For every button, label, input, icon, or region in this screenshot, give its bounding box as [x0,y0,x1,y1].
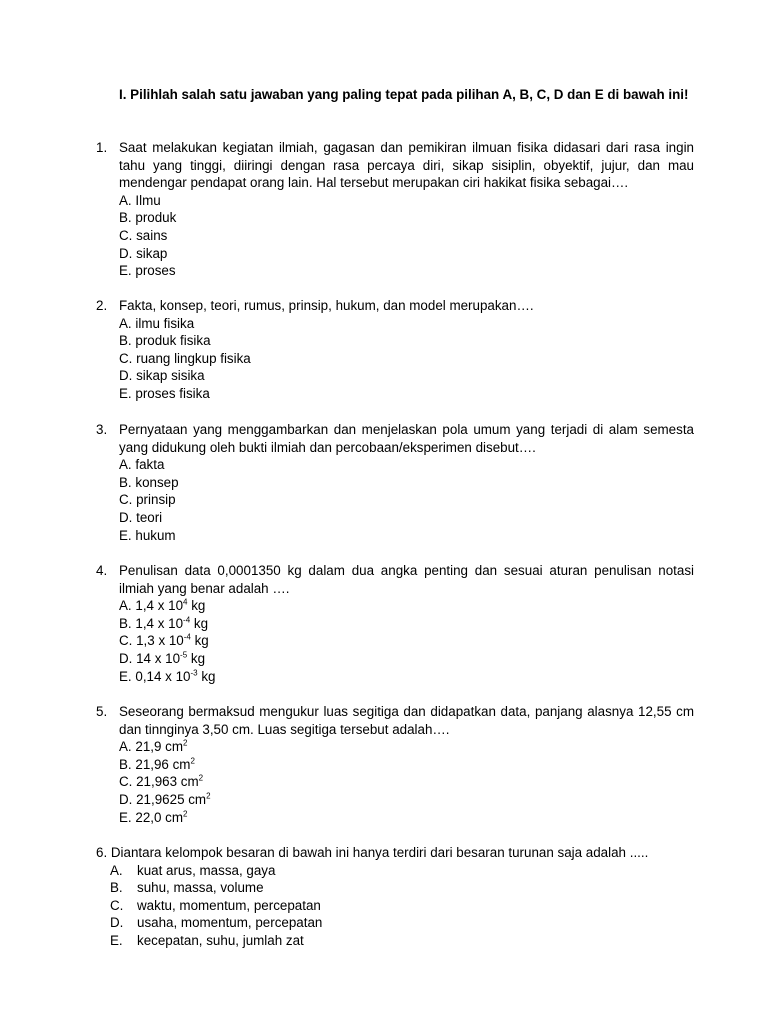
question-number: 2. [96,298,108,313]
option-c: C. prinsip [119,492,176,508]
option-e: E. 22,0 $cm^2$ [119,809,188,825]
option-b: B. produk [119,210,177,226]
option-d: D. teori [119,509,163,525]
question-number: 4. [96,563,108,578]
option-a: A. Ilmu [119,192,161,208]
option-c: C. 1,3 x $10^{-4}$ kg [119,632,209,649]
option-e: E. hukum [119,527,176,543]
question-stem: Fakta, konsep, teori, rumus, prinsip, hukum, dan model merupakan…. [119,298,534,313]
option-d: D. usaha, momentum, percepatan [110,915,323,931]
option-b: B. suhu, massa, volume [110,880,264,896]
question-number: 3. [96,422,108,437]
question-stem: 6. Diantara kelompok besaran di bawah ini hanya terdiri dari besaran turunan saja adalah ..... [96,845,649,860]
option-e: E. kecepatan, suhu, jumlah zat [110,932,304,948]
option-a: A. 1,4 x $10^4$ kg [119,597,206,614]
option-b: B. konsep [119,474,179,490]
question-number: 5. [96,704,108,719]
option-a: A. kuat arus, massa, gaya [110,862,276,878]
option-d: D. 14 x $10^{-5}$ kg [119,650,206,666]
option-c: C. 21,963 $cm^2$ [119,773,204,790]
option-b: B. 1,4 x $10^{-4}$ kg [119,615,209,631]
question-2 [96,297,694,403]
question-5 [96,703,694,826]
option-c: C. sains [119,227,168,243]
option-c: C. waktu, momentum, percepatan [110,897,321,913]
question-stem: Penulisan data 0,0001350 kg dalam dua angka penting dan sesuai aturan penulisan notasi ilmiah yang benar adalah …. [119,563,694,596]
question-1 [96,139,694,280]
option-e: E. proses fisika [119,385,210,401]
option-e: E. 0,14 x $10^{-3}$ kg [119,668,216,684]
question-stem: Saat melakukan kegiatan ilmiah, gagasan dan pemikiran ilmuan fisika didasari dari rasa ingin tahu yang tinggi, diiringi dengan rasa percaya diri, sikap sisiplin, obyektif, jujur, dan mau mendengar pendapat orang lain. Hal tersebut merupakan ciri hakikat fisika sebagai…. [119,140,694,191]
question-stem: Seseorang bermaksud mengukur luas segitiga dan didapatkan data, panjang alasnya 12,55 cm dan tinnginya 3,50 cm. Luas segitiga tersebut adalah…. [119,704,694,737]
option-b: B. produk fisika [119,333,211,349]
option-a: A. fakta [119,457,165,473]
question-3 [96,421,694,544]
question-6 [96,844,694,950]
option-e: E. proses [119,263,176,279]
option-d: D. sikap [119,245,168,261]
question-4 [96,562,694,685]
option-d: D. 21,9625 $cm^2$ [119,791,211,807]
option-a: A. 21,9 $cm^2$ [119,738,188,755]
option-b: B. 21,96 $cm^2$ [119,756,195,772]
question-stem: Pernyataan yang menggambarkan dan menjelaskan pola umum yang terjadi di alam semesta yang didukung oleh bukti ilmiah dan percobaan/eksperimen disebut…. [119,422,694,455]
option-c: C. ruang lingkup fisika [119,350,251,366]
option-a: A. ilmu fisika [119,315,195,331]
option-d: D. sikap sisika [119,368,205,384]
instructions-heading: I. Pilihlah salah satu jawaban yang paling tepat pada pilihan A, B, C, D dan E di bawah ini! [119,87,689,102]
question-number: 1. [96,140,108,155]
